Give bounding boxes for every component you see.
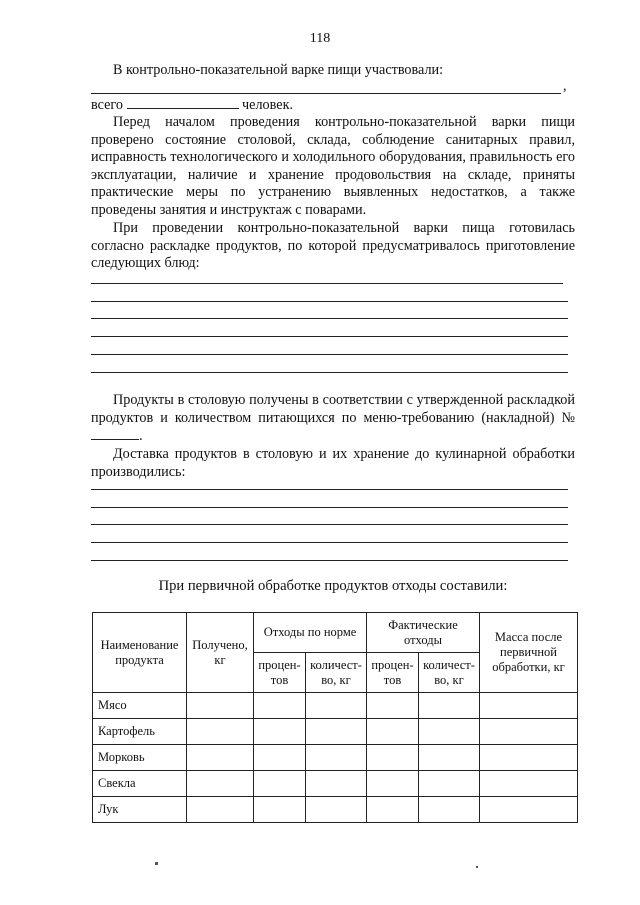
delivery-line [91,542,568,543]
header-actual-percent: процен-тов [367,653,419,693]
inspection-paragraph: Перед началом проведения контрольно-показательной варки пищи проверено состояние столовой, склада, соблюдение санитарных правил, исправность технологического и холодильного оборудования, правильность его эксплуатации, наличие и хранение продовольствия на складе, приняты практические меры по устранению выявленных недостатков, а также проведены занятия и инструктаж с поварами. [91,114,575,218]
row-product: Лук [93,797,187,823]
products-paragraph [91,392,575,446]
participants-heading: В контрольно-показательной варке пищи участвовали: [113,62,444,78]
header-received: Получено, кг [187,613,254,693]
scan-speck [155,862,158,865]
dishes-line [91,336,568,337]
header-mass-after: Масса после первичной обработки, кг [480,613,578,693]
delivery-paragraph: Доставка продуктов в столовую и их хранение до кулинарной обработки производились: [91,446,575,480]
invoice-blank [91,427,139,440]
dishes-line [91,372,568,373]
waste-table [92,612,578,823]
table-title: При первичной обработке продуктов отходы составили: [158,578,508,594]
total-label: всего [91,97,123,113]
header-actual-waste: Фактические отходы [367,613,480,653]
table-row [93,693,578,719]
header-norm-percent: процен-тов [254,653,306,693]
table-row [93,719,578,745]
row-product: Морковь [93,745,187,771]
people-label: человек. [242,97,294,113]
participants-line [91,93,561,94]
total-blank [127,96,239,109]
products-period: . [139,428,143,445]
row-product: Картофель [93,719,187,745]
dishes-line [91,301,568,302]
header-norm-qty: количест-во, кг [306,653,367,693]
participants-comma: , [563,78,567,94]
table-row [93,771,578,797]
delivery-line [91,524,568,525]
page-number: 118 [309,31,331,46]
delivery-line [91,507,568,508]
table-row [93,745,578,771]
products-text: Продукты в столовую получены в соответствии с утвержденной раскладкой продуктов и количеством питающихся по меню-требованию (накладной) № [91,392,575,426]
row-product: Мясо [93,693,187,719]
header-actual-qty: количест-во, кг [419,653,480,693]
dishes-line [91,283,563,284]
menu-paragraph: При проведении контрольно-показательной варки пища готовилась согласно раскладке продуктов, по которой предусматривалось приготовление следующих блюд: [91,220,575,272]
delivery-line [91,489,568,490]
delivery-line [91,560,568,561]
table-row [93,797,578,823]
header-norm-waste: Отходы по норме [254,613,367,653]
header-product-name: Наименование продукта [93,613,187,693]
dishes-line [91,354,568,355]
scan-speck [476,866,478,868]
row-product: Свекла [93,771,187,797]
dishes-line [91,318,568,319]
total-people [91,96,575,115]
